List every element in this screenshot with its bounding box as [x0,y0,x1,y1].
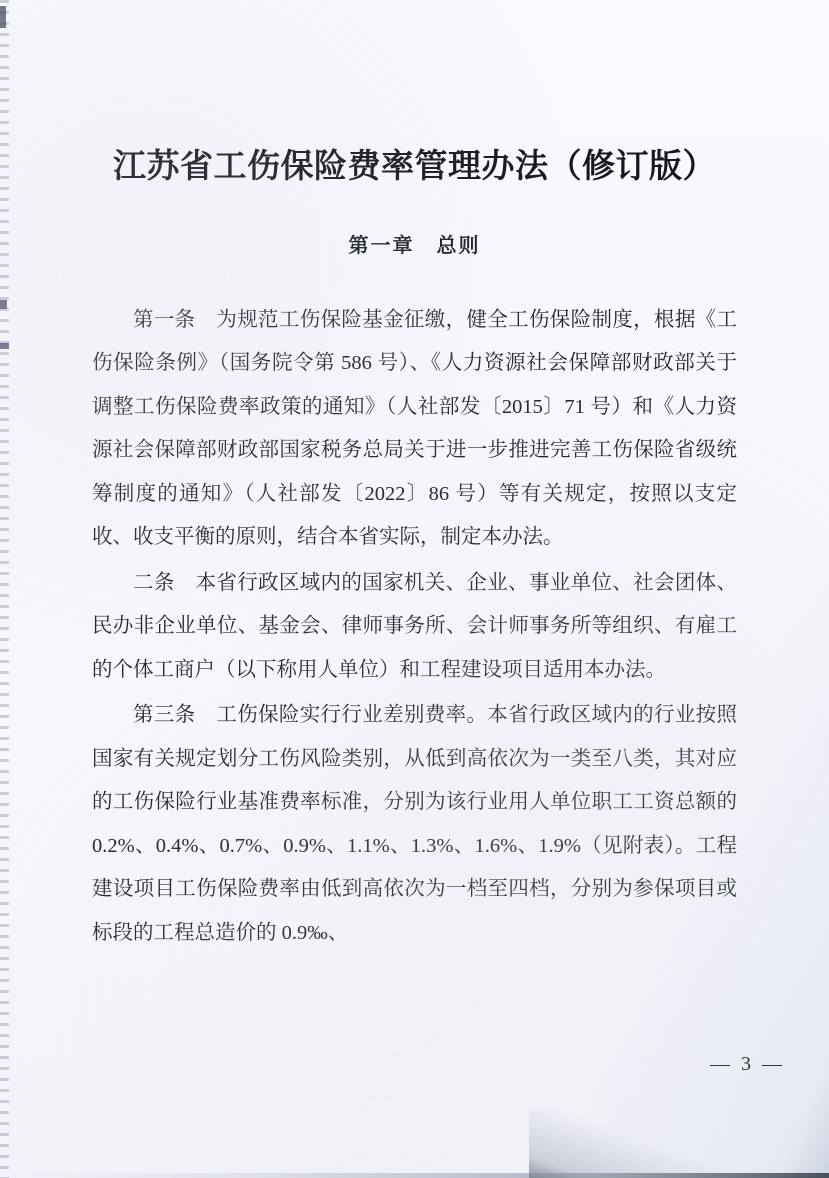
page-title: 江苏省工伤保险费率管理办法（修订版） [113,149,716,185]
scan-blot [0,6,6,28]
scanner-edge-artifact [0,0,9,1178]
article-paragraph-1: 第一条 为规范工伤保险基金征缴，健全工伤保险制度，根据《工伤保险条例》（国务院令第 586 号）、《人力资源社会保障部财政部关于调整工伤保险费率政策的通知》（人社部发〔2015〕71 号）和《人力资源社会保障部财政部国家税务总局关于进一步推进完善工伤保险省级统筹制度的通知》（人社部发〔2022〕86 号）等有关规定，按照以支定收、收支平衡的原则，结合本省实际，制定本办法。 [92,308,737,549]
article-paragraph-3: 第三条 工伤保险实行行业差别费率。本省行政区域内的行业按照国家有关规定划分工伤风险类别，从低到高依次为一类至八类，其对应的工伤保险行业基准费率标准，分别为该行业用人单位职工工资总额的 0.2%、0.4%、0.7%、0.9%、1.1%、1.3%、1.6%、1.9%（见附表）。工程建设项目工伤保险费率由低到高依次为一档至四档，分别为参保项目或标段的工程总造价的 0.9‰、 [92,704,737,944]
document-text-column [92,0,737,1178]
page-number: — 3 — [710,1053,785,1075]
article-paragraph-2: 二条 本省行政区域内的国家机关、企业、事业单位、社会团体、民办非企业单位、基金会、律师事务所、会计师事务所等组织、有雇工的个体工商户（以下称用人单位）和工程建设项目适用本办法。 [92,571,737,681]
scan-blot [0,343,9,349]
chapter-heading: 第一章 总则 [348,234,481,257]
scan-blot [0,300,7,309]
